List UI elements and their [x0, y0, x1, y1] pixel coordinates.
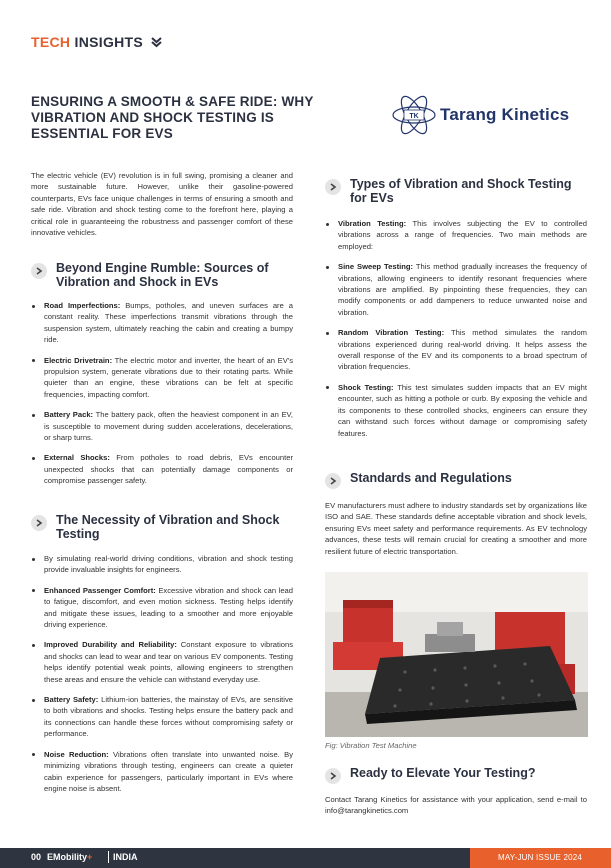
logo-badge: TK	[409, 113, 419, 120]
list-item: External Shocks: From potholes to road debris, EVs encounter unexpected shocks that can potentially damage components or compromise passenger safety.	[31, 452, 293, 486]
section-title: Types of Vibration and Shock Testing for EVs	[350, 177, 572, 205]
vibration-test-machine-image	[325, 572, 588, 737]
chevron-right-icon	[31, 515, 47, 531]
types-list	[325, 218, 587, 448]
list-item: Shock Testing: This test simulates sudden impacts that an EV might encounter, such as hitting a pothole or curb. By exposing the vehicle and its components to these controlled shocks, engineers can ensure they can withstand such forces without damage or compromising safety features.	[325, 382, 587, 439]
section-title: Ready to Elevate Your Testing?	[350, 766, 536, 780]
list-item: Random Vibration Testing: This method simulates the random vibrations experienced during real-world driving. It helps assess the overall response of the EV and its components to a broad spectrum of vibration frequencies.	[325, 327, 587, 373]
list-item: Sine Sweep Testing: This method gradually increases the frequency of vibrations, allowing engineers to identify resonant frequencies where vibrations are amplified. By pinpointing these frequencies, they can modify components or add dampeners to reduce unwanted noise and vibration.	[325, 261, 587, 318]
list-item: Road Imperfections: Bumps, potholes, and uneven surfaces are a constant reality. These imperfections transmit vibrations through the suspension system, ultimately reaching the cabin and creating a bumpy ride.	[31, 300, 293, 346]
magazine-brand: EMobility+	[47, 852, 93, 862]
figure-caption: Fig: Vibration Test Machine	[325, 741, 417, 750]
list-item: Noise Reduction: Vibrations often translate into unwanted noise. By minimizing vibrations through testing, engineers can create a quieter cabin experience for passengers, particularly important in EVs where engine noise is absent.	[31, 749, 293, 795]
article-title: ENSURING A SMOOTH & SAFE RIDE: WHY VIBRATION AND SHOCK TESTING IS ESSENTIAL FOR EVS	[31, 94, 314, 141]
section-label	[31, 34, 163, 50]
necessity-list	[31, 553, 293, 803]
logo-text: Tarang Kinetics	[440, 105, 570, 124]
chevron-right-icon	[325, 179, 341, 195]
section-title: Standards and Regulations	[350, 471, 512, 485]
sources-list	[31, 300, 293, 496]
list-item: Electric Drivetrain: The electric motor and inverter, the heart of an EV's propulsion system, generate vibrations due to their rotating parts. While quieter than an engine, these vibrations can be felt at specific frequencies, impacting comfort.	[31, 355, 293, 401]
chevrons-down-icon	[150, 36, 163, 49]
list-item: Vibration Testing: This involves subjecting the EV to controlled vibrations across a range of frequencies. Two main methods are employed:	[325, 218, 587, 252]
chevron-right-icon	[325, 768, 341, 784]
contact-paragraph: Contact Tarang Kinetics for assistance with your application, send e-mail to info@tarangkinetics.com	[325, 795, 587, 816]
list-item: Improved Durability and Reliability: Constant exposure to vibrations and shocks can lead to wear and tear on various EV components. Testing helps identify potential weak points, allowing engineers to strengthen these areas and ensure the vehicle can withstand everyday use.	[31, 639, 293, 685]
section-title: Beyond Engine Rumble: Sources of Vibration and Shock in EVs	[56, 261, 269, 289]
section-heading-types	[325, 178, 595, 208]
intro-paragraph: The electric vehicle (EV) revolution is in full swing, promising a cleaner and more sustainable future. However, unlike their gasoline-powered counterparts, EVs face unique challenges in terms of ensuring a smooth and safe ride. Vibration and shock testing come to the forefront here, playing a critical role in guaranteeing the robustness and passenger comfort of these innovative vehicles.	[31, 171, 293, 238]
list-item: Battery Pack: The battery pack, often the heaviest component in an EV, is susceptible to movement during sudden accelerations, decelerations, or sharp turns.	[31, 409, 293, 443]
chevron-right-icon	[325, 473, 341, 489]
insights-label: INSIGHTS	[74, 34, 144, 50]
chevron-right-icon	[31, 263, 47, 279]
tech-label: TECH	[31, 34, 71, 50]
section-title: The Necessity of Vibration and Shock Testing	[56, 513, 280, 541]
issue-label: MAY-JUN ISSUE 2024	[498, 853, 583, 862]
list-item: By simulating real-world driving conditions, vibration and shock testing provide invaluable insights for engineers.	[31, 553, 293, 576]
footer-divider	[108, 851, 109, 863]
section-heading-necessity	[31, 514, 301, 544]
list-item: Enhanced Passenger Comfort: Excessive vibration and shock can lead to fatigue, discomfort, and even motion sickness. Testing helps identify and mitigate these issues, leading to a smoother and more enjoyable driving experience.	[31, 585, 293, 631]
section-heading-ready	[325, 767, 595, 785]
standards-paragraph: EV manufacturers must adhere to industry standards set by organizations like ISO and SAE. These standards define acceptable vibration and shock levels, ensuring EVs meet safety and performance requirements. As EV technology advances, these tests will remain crucial for creating a smoother and more resilient future of electric transportation.	[325, 501, 587, 556]
section-heading-sources	[31, 262, 301, 292]
page-number: 00	[31, 852, 42, 862]
section-heading-standards	[325, 472, 595, 490]
list-item: Battery Safety: Lithium-ion batteries, the mainstay of EVs, are sensitive to both vibrations and shocks. Testing helps ensure the battery pack and its connections can handle these forces without compromising safety or performance.	[31, 694, 293, 740]
magazine-region: INDIA	[113, 852, 138, 862]
